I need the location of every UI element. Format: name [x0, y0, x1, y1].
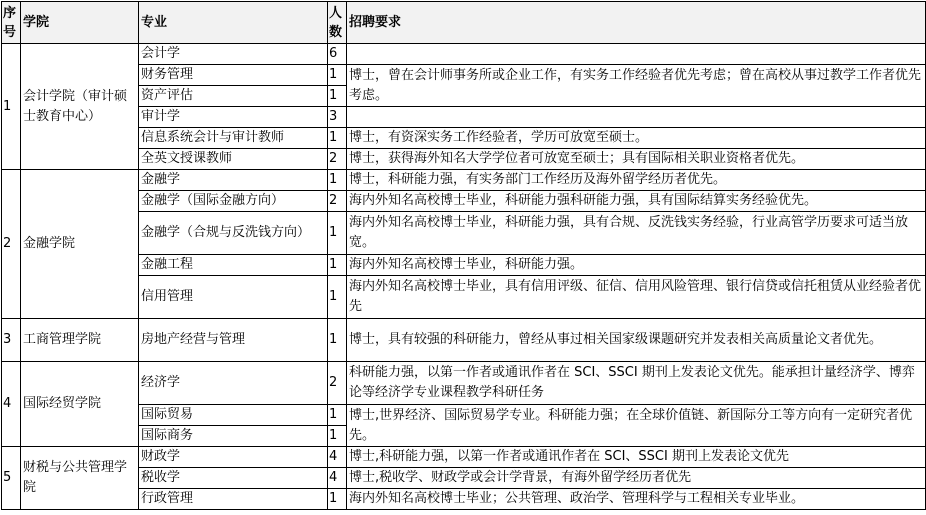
college-name: 财税与公共管理学院 — [21, 447, 139, 510]
major-name: 全英文授课教师 — [139, 149, 328, 170]
requirement-text: 博士，有资深实务工作经验者，学历可放宽至硕士。 — [347, 128, 926, 149]
headcount: 3 — [328, 107, 347, 128]
headcount: 1 — [328, 426, 347, 447]
major-name: 金融学 — [139, 170, 328, 191]
headcount: 1 — [328, 86, 347, 107]
headcount: 1 — [328, 128, 347, 149]
table-row — [2, 468, 926, 489]
major-name: 金融学（国际金融方向） — [139, 191, 328, 212]
major-name: 国际商务 — [139, 426, 328, 447]
requirement-text: 博士,世界经济、国际贸易学专业。科研能力强；在全球价值链、新国际分工等方向有一定研究者优先。 — [347, 405, 926, 447]
college-name: 国际经贸学院 — [21, 362, 139, 447]
row-index: 4 — [2, 362, 21, 447]
header-count: 人数 — [328, 2, 347, 44]
major-name: 财政学 — [139, 447, 328, 468]
table-row — [2, 191, 926, 212]
major-name: 会计学 — [139, 44, 328, 65]
headcount: 2 — [328, 362, 347, 405]
headcount: 1 — [328, 405, 347, 426]
requirement-text: 博士，具有较强的科研能力，曾经从事过相关国家级课题研究并发表相关高质量论文者优先。 — [347, 319, 926, 362]
headcount: 2 — [328, 191, 347, 212]
table-row — [2, 149, 926, 170]
college-name: 会计学院（审计硕士教育中心） — [21, 44, 139, 170]
major-name: 财务管理 — [139, 65, 328, 86]
major-name: 信息系统会计与审计教师 — [139, 128, 328, 149]
college-name: 金融学院 — [21, 170, 139, 319]
table-row — [2, 276, 926, 319]
table-row — [2, 44, 926, 65]
major-name: 房地产经营与管理 — [139, 319, 328, 362]
headcount: 1 — [328, 65, 347, 86]
major-name: 信用管理 — [139, 276, 328, 319]
table-row — [2, 405, 926, 426]
requirement-text: 海内外知名高校博士毕业，科研能力强，具有合规、反洗钱实务经验，行业高管学历要求可适当放宽。 — [347, 212, 926, 255]
headcount: 2 — [328, 149, 347, 170]
headcount: 1 — [328, 255, 347, 276]
headcount: 1 — [328, 276, 347, 319]
row-index: 5 — [2, 447, 21, 510]
major-name: 经济学 — [139, 362, 328, 405]
table-row — [2, 107, 926, 128]
table-row — [2, 255, 926, 276]
requirement-text: 海内外知名高校博士毕业，科研能力强。 — [347, 255, 926, 276]
header-major: 专业 — [139, 2, 328, 44]
table-row — [2, 362, 926, 405]
headcount: 1 — [328, 212, 347, 255]
major-name: 国际贸易 — [139, 405, 328, 426]
requirement-text: 博士，科研能力强，有实务部门工作经历及海外留学经历者优先。 — [347, 170, 926, 191]
major-name: 资产评估 — [139, 86, 328, 107]
headcount: 1 — [328, 170, 347, 191]
table-row — [2, 489, 926, 510]
requirement-text: 博士，曾在会计师事务所或企业工作，有实务工作经验者优先考虑；曾在高校从事过教学工作者优先考虑。 — [347, 65, 926, 107]
requirement-text: 博士，获得海外知名大学学位者可放宽至硕士；具有国际相关职业资格者优先。 — [347, 149, 926, 170]
table-row — [2, 319, 926, 362]
table-header-row — [2, 2, 926, 44]
table-row — [2, 128, 926, 149]
header-college: 学院 — [21, 2, 139, 44]
requirement-text: 科研能力强，以第一作者或通讯作者在 SCI、SSCI 期刊上发表论文优先。能承担计量经济学、博弈论等经济学专业课程教学科研任务 — [347, 362, 926, 405]
table-row — [2, 212, 926, 255]
requirement-text: 海内外知名高校博士毕业；公共管理、政治学、管理科学与工程相关专业毕业。 — [347, 489, 926, 510]
major-name: 金融学（合规与反洗钱方向） — [139, 212, 328, 255]
header-requirement: 招聘要求 — [347, 2, 926, 44]
row-index: 2 — [2, 170, 21, 319]
table-row — [2, 65, 926, 86]
row-index: 1 — [2, 44, 21, 170]
requirement-text: 博士,科研能力强，以第一作者或通讯作者在 SCI、SSCI 期刊上发表论文优先 — [347, 447, 926, 468]
requirement-text — [347, 44, 926, 65]
headcount: 1 — [328, 489, 347, 510]
headcount: 1 — [328, 319, 347, 362]
requirement-text: 博士,税收学、财政学或会计学背景，有海外留学经历者优先 — [347, 468, 926, 489]
major-name: 行政管理 — [139, 489, 328, 510]
table-row — [2, 447, 926, 468]
row-index: 3 — [2, 319, 21, 362]
headcount: 4 — [328, 468, 347, 489]
header-index: 序号 — [2, 2, 21, 44]
table-row — [2, 170, 926, 191]
recruitment-table — [1, 1, 926, 510]
requirement-text — [347, 107, 926, 128]
requirement-text: 海内外知名高校博士毕业，科研能力强科研能力强，具有国际结算实务经验优先。 — [347, 191, 926, 212]
headcount: 6 — [328, 44, 347, 65]
college-name: 工商管理学院 — [21, 319, 139, 362]
major-name: 审计学 — [139, 107, 328, 128]
major-name: 金融工程 — [139, 255, 328, 276]
requirement-text: 海内外知名高校博士毕业，具有信用评级、征信、信用风险管理、银行信贷或信托租赁从业经验者优先 — [347, 276, 926, 319]
headcount: 4 — [328, 447, 347, 468]
major-name: 税收学 — [139, 468, 328, 489]
